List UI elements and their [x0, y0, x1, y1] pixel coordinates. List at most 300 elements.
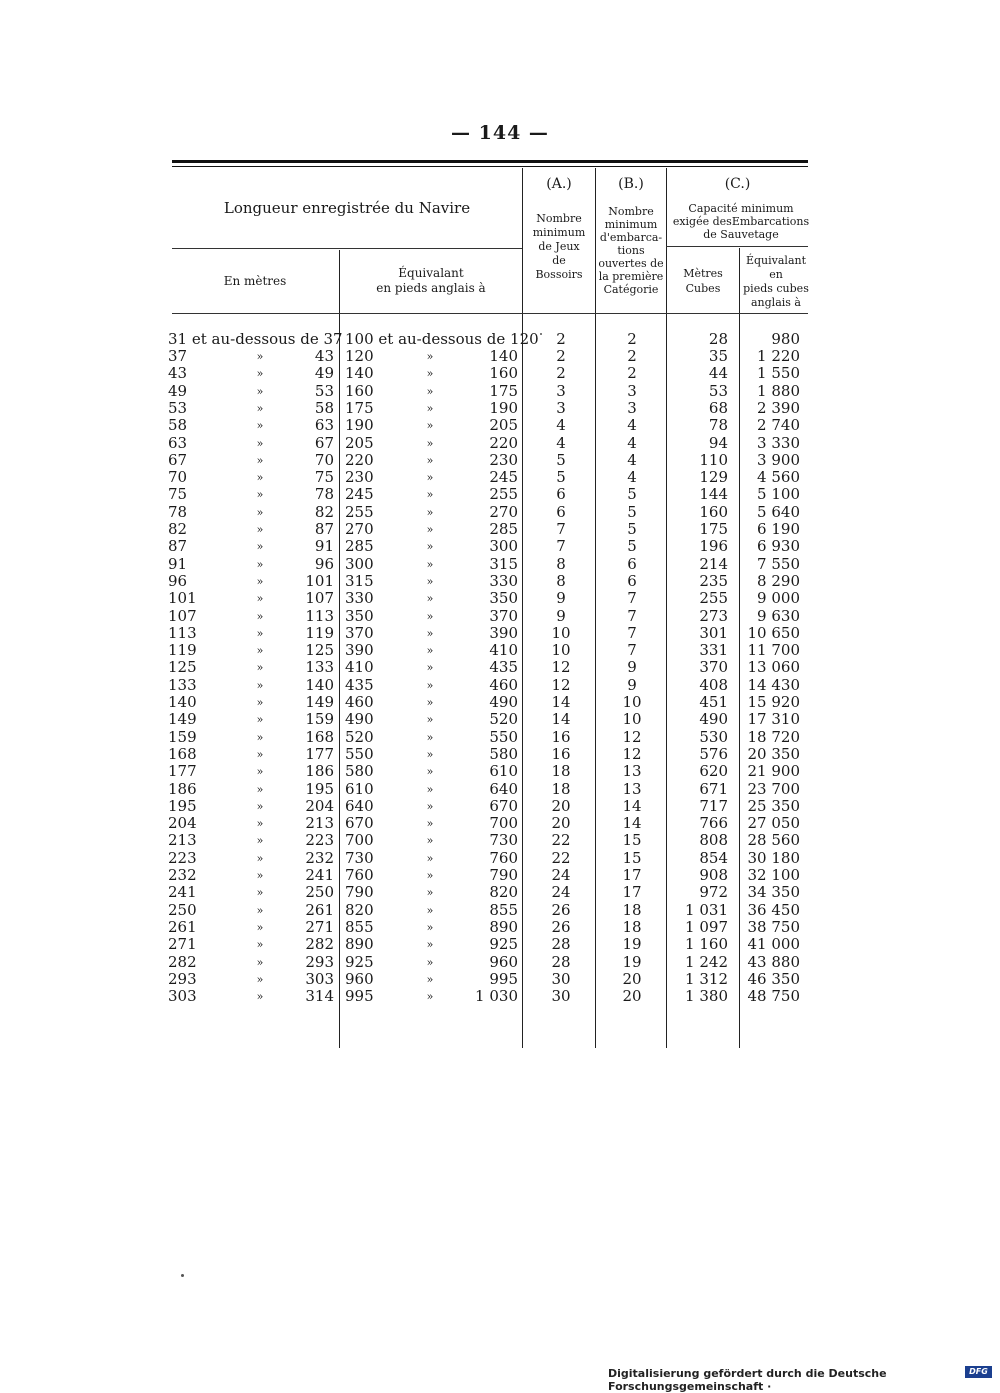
cell-meters-to: 70: [314, 450, 334, 469]
cell-feet-from: 205: [345, 433, 374, 452]
header-c1-text: [667, 266, 739, 296]
cell-meters-to: 314: [305, 987, 334, 1006]
cell-a: 18: [551, 779, 571, 798]
cell-b: 7: [627, 623, 637, 642]
cell-ditto-meters: »: [256, 747, 264, 761]
cell-a: 2: [556, 347, 566, 365]
cell-b: 12: [622, 727, 642, 746]
cell-meters-from: 87: [168, 537, 188, 556]
cell-a: 7: [556, 520, 566, 538]
cell-ditto-meters: »: [256, 817, 264, 831]
header-a-line5: Bossoirs: [535, 268, 583, 281]
cell-a: 3: [556, 398, 566, 417]
cell-m3: 854: [699, 848, 728, 867]
cell-ditto-meters: »: [256, 557, 264, 571]
table-row: [0, 556, 1000, 573]
cell-meters-from: 140: [168, 693, 197, 711]
cell-a: 10: [551, 623, 571, 642]
cell-ditto-meters: »: [256, 730, 264, 744]
cell-meters-to: 241: [305, 866, 334, 884]
cell-meters-to: 63: [314, 416, 334, 435]
header-feet-line1: Équivalant: [398, 266, 464, 280]
cell-m3: 196: [699, 537, 728, 556]
cell-meters-from: 223: [168, 848, 197, 867]
cell-b: 9: [627, 675, 637, 694]
cell-meters-to: 119: [305, 623, 334, 642]
table-row: [0, 573, 1000, 590]
cell-feet-from: 520: [345, 727, 374, 746]
cell-ditto-meters: »: [256, 990, 264, 1004]
cell-ditto-meters: »: [256, 851, 264, 865]
cell-meters-from: 149: [168, 710, 197, 729]
cell-ditto-feet: »: [426, 799, 434, 813]
cell-b: 3: [627, 381, 637, 400]
cell-meters-from: 107: [168, 606, 197, 625]
cell-feet-to: 315: [489, 554, 518, 573]
cell-ditto-meters: »: [256, 523, 264, 536]
cell-meters-to: 303: [305, 969, 334, 988]
cell-ditto-feet: »: [426, 747, 434, 761]
cell-b: 17: [622, 866, 642, 884]
cell-ditto-meters: »: [256, 765, 264, 779]
cell-feet-from: 730: [345, 848, 374, 867]
cell-ditto-feet: »: [426, 920, 434, 934]
cell-ft3: 23 700: [747, 779, 800, 798]
cell-ditto-meters: »: [256, 471, 264, 485]
cell-a: 16: [551, 744, 571, 763]
cell-a: 3: [556, 381, 566, 400]
cell-m3: 1 312: [685, 969, 728, 988]
cell-ditto-feet: »: [426, 903, 434, 917]
table-top-rule-thin: [172, 166, 808, 167]
cell-b: 18: [622, 917, 642, 936]
cell-m3: 273: [699, 606, 728, 625]
cell-meters-from: 133: [168, 675, 197, 694]
cell-b: 4: [627, 433, 637, 452]
table-row: [0, 435, 1000, 452]
cell-a: 6: [556, 502, 566, 521]
table-row: [0, 400, 1000, 417]
cell-m3: 717: [699, 796, 728, 815]
cell-a: 28: [551, 952, 571, 971]
dfg-logo: DFG: [965, 1366, 992, 1378]
cell-b: 14: [622, 796, 642, 815]
cell-ft3: 3 330: [757, 433, 800, 452]
cell-m3: 175: [699, 520, 728, 538]
cell-meters-from: 58: [168, 416, 188, 435]
cell-feet-from: 460: [345, 693, 374, 711]
cell-a: 6: [556, 485, 566, 504]
cell-b: 10: [622, 710, 642, 729]
cell-meters-to: 213: [305, 814, 334, 833]
cell-m3: 620: [699, 762, 728, 781]
page-speck: [181, 1274, 184, 1277]
cell-a: 20: [551, 814, 571, 833]
cell-meters-from: 70: [168, 468, 188, 487]
cell-meters-to: 223: [305, 831, 334, 850]
cell-a: 2: [556, 364, 566, 383]
cell-ft3: 10 650: [747, 623, 800, 642]
cell-ft3: 28 560: [747, 831, 800, 850]
cell-feet-from: 890: [345, 935, 374, 954]
cell-meters-from: 232: [168, 866, 197, 884]
cell-b: 7: [627, 589, 637, 608]
cell-feet-from: 390: [345, 641, 374, 660]
cell-feet-to: 520: [489, 710, 518, 729]
cell-feet-to: 610: [489, 762, 518, 781]
cell-meters-to: 53: [314, 381, 334, 400]
cell-feet-to: 855: [489, 900, 518, 919]
header-a-line4: de: [552, 254, 566, 267]
cell-ditto-feet: »: [426, 367, 434, 381]
cell-feet-to: 140: [489, 347, 518, 365]
cell-ft3: 15 920: [747, 693, 800, 711]
cell-meters-from: 53: [168, 398, 188, 417]
cell-m3: 68: [708, 398, 728, 417]
cell-ft3: 4 560: [757, 468, 800, 487]
page-speck: [540, 333, 542, 335]
cell-ditto-feet: »: [426, 678, 434, 692]
table-row: [0, 677, 1000, 694]
cell-feet-to: 330: [489, 571, 518, 590]
cell-ditto-feet: »: [426, 453, 434, 467]
cell-feet-to: 390: [489, 623, 518, 642]
cell-a: 28: [551, 935, 571, 954]
cell-feet-from: 140: [345, 364, 374, 383]
cell-a: 26: [551, 917, 571, 936]
header-b-line5: ouvertes de: [598, 257, 664, 270]
cell-b: 20: [622, 987, 642, 1006]
table-row: [0, 642, 1000, 659]
cell-ditto-feet: »: [426, 557, 434, 571]
cell-feet-from: 995: [345, 987, 374, 1006]
cell-m3: 530: [699, 727, 728, 746]
cell-m3: 160: [699, 502, 728, 521]
cell-meters-to: 177: [305, 744, 334, 763]
cell-ft3: 20 350: [747, 744, 800, 763]
table-row: [0, 608, 1000, 625]
header-group-title: Longueur enregistrée du Navire: [223, 199, 471, 217]
cell-ft3: 43 880: [747, 952, 800, 971]
cell-m3: 94: [708, 433, 728, 452]
cell-meters-from: 195: [168, 796, 197, 815]
header-c2-line1: Équivalant: [745, 254, 807, 267]
cell-ditto-feet: »: [426, 350, 434, 363]
cell-b: 13: [622, 762, 642, 781]
cell-a: 22: [551, 848, 571, 867]
cell-m3: 1 031: [685, 900, 728, 919]
cell-feet-to: 820: [489, 883, 518, 902]
table-row: [0, 659, 1000, 676]
cell-ft3: 2 740: [757, 416, 800, 435]
table-row: [0, 365, 1000, 382]
cell-meters-to: 49: [314, 364, 334, 383]
cell-meters-to: 78: [314, 485, 334, 504]
cell-ft3: 1 880: [757, 381, 800, 400]
cell-ditto-feet: »: [426, 817, 434, 831]
cell-ft3: 11 700: [747, 641, 800, 660]
cell-ditto-feet: »: [426, 419, 434, 433]
header-c-letter: (C.): [724, 176, 751, 192]
cell-meters-to: 67: [314, 433, 334, 452]
cell-feet-to: 790: [489, 866, 518, 884]
cell-meters-from: 113: [168, 623, 197, 642]
table-row: [0, 383, 1000, 400]
cell-ft3: 6 190: [757, 520, 800, 538]
cell-ft3: 3 900: [757, 450, 800, 469]
table-row: [0, 919, 1000, 936]
cell-ditto-meters: »: [256, 436, 264, 450]
cell-feet-to: 270: [489, 502, 518, 521]
cell-feet-to: 670: [489, 796, 518, 815]
cell-meters-from: 204: [168, 814, 197, 833]
cell-feet-from: 550: [345, 744, 374, 763]
cell-feet-from: 960: [345, 969, 374, 988]
cell-feet-to: 1 030: [475, 987, 518, 1006]
cell-ditto-meters: »: [256, 626, 264, 640]
cell-meters-to: 140: [305, 675, 334, 694]
cell-meters-to: 293: [305, 952, 334, 971]
cell-ditto-meters: »: [256, 678, 264, 692]
cell-ft3: 36 450: [747, 900, 800, 919]
cell-feet-from: 220: [345, 450, 374, 469]
cell-feet-from: 820: [345, 900, 374, 919]
cell-feet-from: 670: [345, 814, 374, 833]
cell-a: 2: [556, 330, 566, 348]
cell-ditto-meters: »: [256, 540, 264, 554]
cell-ditto-meters: »: [256, 713, 264, 727]
table-row: [0, 590, 1000, 607]
cell-ditto-feet: »: [426, 436, 434, 450]
table-row: [0, 884, 1000, 901]
cell-ditto-meters: »: [256, 972, 264, 986]
cell-meters-to: 195: [305, 779, 334, 798]
cell-b: 7: [627, 641, 637, 660]
cell-meters-from: 63: [168, 433, 188, 452]
table-row: [0, 798, 1000, 815]
cell-ditto-meters: »: [256, 782, 264, 796]
header-b-line6: la première: [598, 270, 664, 283]
cell-m3: 671: [699, 779, 728, 798]
cell-feet-to: 190: [489, 398, 518, 417]
cell-meters-from: 293: [168, 969, 197, 988]
cell-b: 19: [622, 935, 642, 954]
table-row: [0, 867, 1000, 884]
cell-feet-to: 995: [489, 969, 518, 988]
cell-feet-to: 255: [489, 485, 518, 504]
cell-meters-from: 177: [168, 762, 197, 781]
cell-feet-from: 300: [345, 554, 374, 573]
cell-b: 12: [622, 744, 642, 763]
cell-m3: 908: [699, 866, 728, 884]
header-c-line2: exigée desEmbarcations: [672, 215, 810, 228]
cell-meters-to: 107: [305, 589, 334, 608]
cell-meters-first: 31 et au-dessous de 37: [168, 330, 343, 348]
header-c2-text: [740, 254, 812, 310]
cell-feet-to: 890: [489, 917, 518, 936]
cell-b: 4: [627, 450, 637, 469]
cell-meters-from: 37: [168, 347, 188, 365]
cell-ft3: 9 000: [757, 589, 800, 608]
cell-meters-to: 125: [305, 641, 334, 660]
cell-ditto-meters: »: [256, 488, 264, 502]
cell-feet-to: 960: [489, 952, 518, 971]
cell-feet-from: 760: [345, 866, 374, 884]
cell-feet-to: 350: [489, 589, 518, 608]
cell-feet-to: 205: [489, 416, 518, 435]
cell-a: 8: [556, 571, 566, 590]
table-row: [0, 538, 1000, 555]
table-row: [0, 971, 1000, 988]
cell-ditto-meters: »: [256, 696, 264, 709]
cell-meters-to: 261: [305, 900, 334, 919]
cell-ft3: 32 100: [747, 866, 800, 884]
header-b-line1: Nombre: [608, 205, 654, 218]
table-row: [0, 469, 1000, 486]
cell-ditto-feet: »: [426, 488, 434, 502]
cell-meters-to: 250: [305, 883, 334, 902]
cell-ft3: 18 720: [747, 727, 800, 746]
table-row: [0, 936, 1000, 953]
table-row: [0, 452, 1000, 469]
cell-a: 24: [551, 866, 571, 884]
cell-meters-to: 168: [305, 727, 334, 746]
cell-b: 9: [627, 658, 637, 677]
cell-ditto-meters: »: [256, 453, 264, 467]
cell-m3: 1 380: [685, 987, 728, 1006]
cell-ft3: 2 390: [757, 398, 800, 417]
cell-a: 30: [551, 969, 571, 988]
table-row: [0, 417, 1000, 434]
cell-ditto-feet: »: [426, 523, 434, 536]
cell-ditto-feet: »: [426, 869, 434, 882]
cell-meters-from: 186: [168, 779, 197, 798]
cell-feet-from: 255: [345, 502, 374, 521]
cell-m3: 110: [699, 450, 728, 469]
table-row-first: [0, 331, 1000, 348]
cell-ditto-feet: »: [426, 782, 434, 796]
cell-b: 4: [627, 468, 637, 487]
cell-b: 10: [622, 693, 642, 711]
cell-ditto-meters: »: [256, 886, 264, 900]
cell-a: 26: [551, 900, 571, 919]
cell-feet-to: 925: [489, 935, 518, 954]
cell-ditto-feet: »: [426, 765, 434, 779]
cell-meters-from: 119: [168, 641, 197, 660]
cell-m3: 331: [699, 641, 728, 660]
table-row: [0, 954, 1000, 971]
cell-ditto-meters: »: [256, 799, 264, 813]
cell-meters-to: 232: [305, 848, 334, 867]
cell-feet-from: 490: [345, 710, 374, 729]
cell-ditto-meters: »: [256, 661, 264, 675]
cell-m3: 35: [708, 347, 728, 365]
cell-meters-from: 43: [168, 364, 188, 383]
cell-meters-from: 213: [168, 831, 197, 850]
cell-ditto-feet: »: [426, 626, 434, 640]
cell-meters-to: 186: [305, 762, 334, 781]
cell-meters-to: 204: [305, 796, 334, 815]
cell-b: 18: [622, 900, 642, 919]
cell-b: 15: [622, 848, 642, 867]
cell-b: 5: [627, 520, 637, 538]
header-c-line1: Capacité minimum: [688, 202, 794, 215]
cell-feet-to: 410: [489, 641, 518, 660]
header-a-letter: (A.): [546, 176, 572, 192]
cell-m3: 255: [699, 589, 728, 608]
cell-feet-from: 435: [345, 675, 374, 694]
cell-a: 5: [556, 450, 566, 469]
header-b-letter: (B.): [618, 176, 644, 192]
cell-ft3: 17 310: [747, 710, 800, 729]
cell-ft3: 980: [771, 330, 800, 348]
cell-ditto-feet: »: [426, 540, 434, 554]
cell-ditto-meters: »: [256, 903, 264, 917]
cell-feet-to: 285: [489, 520, 518, 538]
footer-credit: Digitalisierung gefördert durch die Deutsche Forschungsgemeinschaft ·: [608, 1367, 887, 1393]
cell-m3: 1 160: [685, 935, 728, 954]
table-row: [0, 832, 1000, 849]
cell-feet-to: 160: [489, 364, 518, 383]
page-number: — 144 —: [451, 122, 549, 144]
cell-meters-from: 271: [168, 935, 197, 954]
cell-meters-to: 75: [314, 468, 334, 487]
cell-feet-to: 760: [489, 848, 518, 867]
cell-ft3: 6 930: [757, 537, 800, 556]
cell-b: 13: [622, 779, 642, 798]
cell-feet-to: 245: [489, 468, 518, 487]
cell-meters-to: 282: [305, 935, 334, 954]
cell-b: 2: [627, 347, 637, 365]
cell-ft3: 21 900: [747, 762, 800, 781]
cell-ditto-meters: »: [256, 920, 264, 934]
cell-m3: 370: [699, 658, 728, 677]
cell-meters-to: 58: [314, 398, 334, 417]
cell-ditto-meters: »: [256, 350, 264, 363]
cell-ft3: 13 060: [747, 658, 800, 677]
header-a-line2: minimum: [532, 226, 586, 239]
cell-ft3: 25 350: [747, 796, 800, 815]
cell-meters-to: 101: [305, 571, 334, 590]
cell-a: 8: [556, 554, 566, 573]
table-row: [0, 746, 1000, 763]
cell-b: 20: [622, 969, 642, 988]
cell-a: 14: [551, 693, 571, 711]
cell-a: 9: [556, 606, 566, 625]
header-rule-c: [666, 246, 808, 247]
cell-feet-to: 220: [489, 433, 518, 452]
cell-b: 15: [622, 831, 642, 850]
cell-feet-to: 370: [489, 606, 518, 625]
header-bottom-rule: [172, 313, 808, 314]
cell-ft3: 48 750: [747, 987, 800, 1006]
cell-ditto-meters: »: [256, 834, 264, 848]
cell-feet-from: 610: [345, 779, 374, 798]
cell-feet-to: 460: [489, 675, 518, 694]
cell-m3: 78: [708, 416, 728, 435]
cell-m3: 1 242: [685, 952, 728, 971]
header-c1-line2: Cubes: [685, 282, 721, 295]
cell-m3: 576: [699, 744, 728, 763]
cell-meters-to: 133: [305, 658, 334, 677]
cell-feet-from: 190: [345, 416, 374, 435]
cell-meters-from: 82: [168, 520, 188, 538]
cell-ft3: 5 100: [757, 485, 800, 504]
cell-feet-from: 315: [345, 571, 374, 590]
cell-ditto-feet: »: [426, 990, 434, 1004]
header-b-line2: minimum: [604, 218, 658, 231]
cell-m3: 214: [699, 554, 728, 573]
